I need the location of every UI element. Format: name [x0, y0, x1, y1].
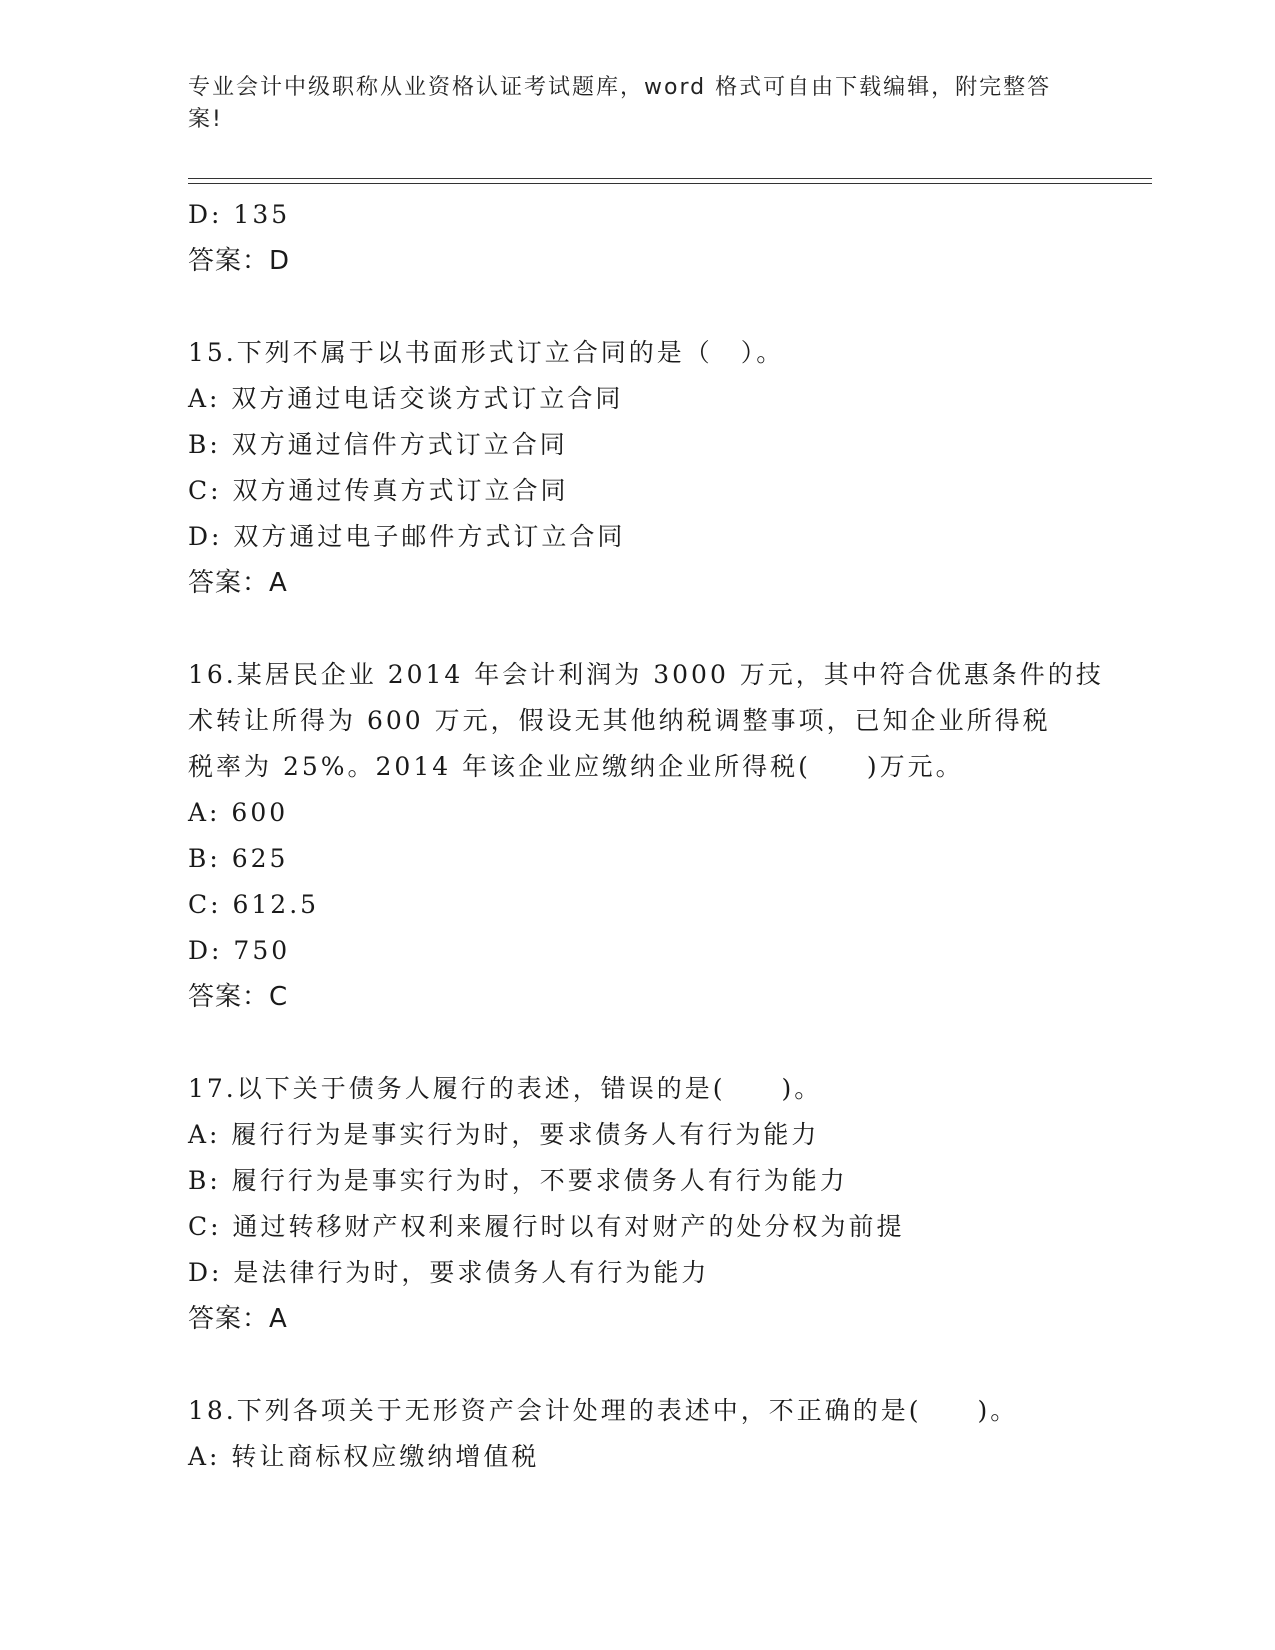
answer: 答案：A — [188, 568, 288, 598]
page-header — [188, 72, 1068, 136]
option-a: A: 履行行为是事实行为时，要求债务人有行为能力 — [188, 1120, 820, 1149]
question-text: 18.下列各项关于无形资产会计处理的表述中，不正确的是( )。 — [188, 1396, 1019, 1425]
option-a: A: 600 — [188, 798, 289, 827]
option-a: A: 转让商标权应缴纳增值税 — [188, 1442, 540, 1471]
spacer — [188, 1020, 1088, 1066]
question-15 — [188, 330, 1088, 606]
question-text-line-2: 术转让所得为 600 万元，假设无其他纳税调整事项，已知企业所得税 — [188, 706, 1051, 735]
question-list — [188, 192, 1104, 1480]
answer: 答案：D — [188, 246, 291, 276]
option-b: B: 履行行为是事实行为时，不要求债务人有行为能力 — [188, 1166, 848, 1195]
previous-question-tail — [188, 192, 1088, 284]
header-divider-top — [188, 178, 1152, 179]
option-d: D: 135 — [188, 200, 291, 229]
answer: 答案：A — [188, 1304, 288, 1334]
option-d: D: 750 — [188, 936, 291, 965]
spacer — [188, 284, 1088, 330]
question-text-line-1: 16.某居民企业 2014 年会计利润为 3000 万元，其中符合优惠条件的技 — [188, 660, 1104, 689]
question-16 — [188, 652, 1104, 1020]
question-17 — [188, 1066, 1088, 1342]
question-text: 17.以下关于债务人履行的表述，错误的是( )。 — [188, 1074, 823, 1103]
header-divider-bottom — [188, 183, 1152, 184]
header-line-2: 案! — [188, 107, 223, 132]
option-d: D: 是法律行为时，要求债务人有行为能力 — [188, 1258, 710, 1287]
option-a: A: 双方通过电话交谈方式订立合同 — [188, 384, 624, 413]
answer: 答案：C — [188, 982, 289, 1012]
option-c: C: 通过转移财产权利来履行时以有对财产的处分权为前提 — [188, 1212, 905, 1241]
spacer — [188, 1342, 1088, 1388]
header-line-1: 专业会计中级职称从业资格认证考试题库，word 格式可自由下载编辑，附完整答 — [188, 75, 1052, 100]
option-c: C: 双方通过传真方式订立合同 — [188, 476, 569, 505]
spacer — [188, 606, 1088, 652]
option-b: B: 625 — [188, 844, 289, 873]
option-d: D: 双方通过电子邮件方式订立合同 — [188, 522, 626, 551]
option-c: C: 612.5 — [188, 890, 320, 919]
question-text-line-3: 税率为 25%。2014 年该企业应缴纳企业所得税( )万元。 — [188, 752, 964, 781]
question-text: 15.下列不属于以书面形式订立合同的是（ ）。 — [188, 338, 785, 367]
question-18 — [188, 1388, 1088, 1480]
option-b: B: 双方通过信件方式订立合同 — [188, 430, 568, 459]
